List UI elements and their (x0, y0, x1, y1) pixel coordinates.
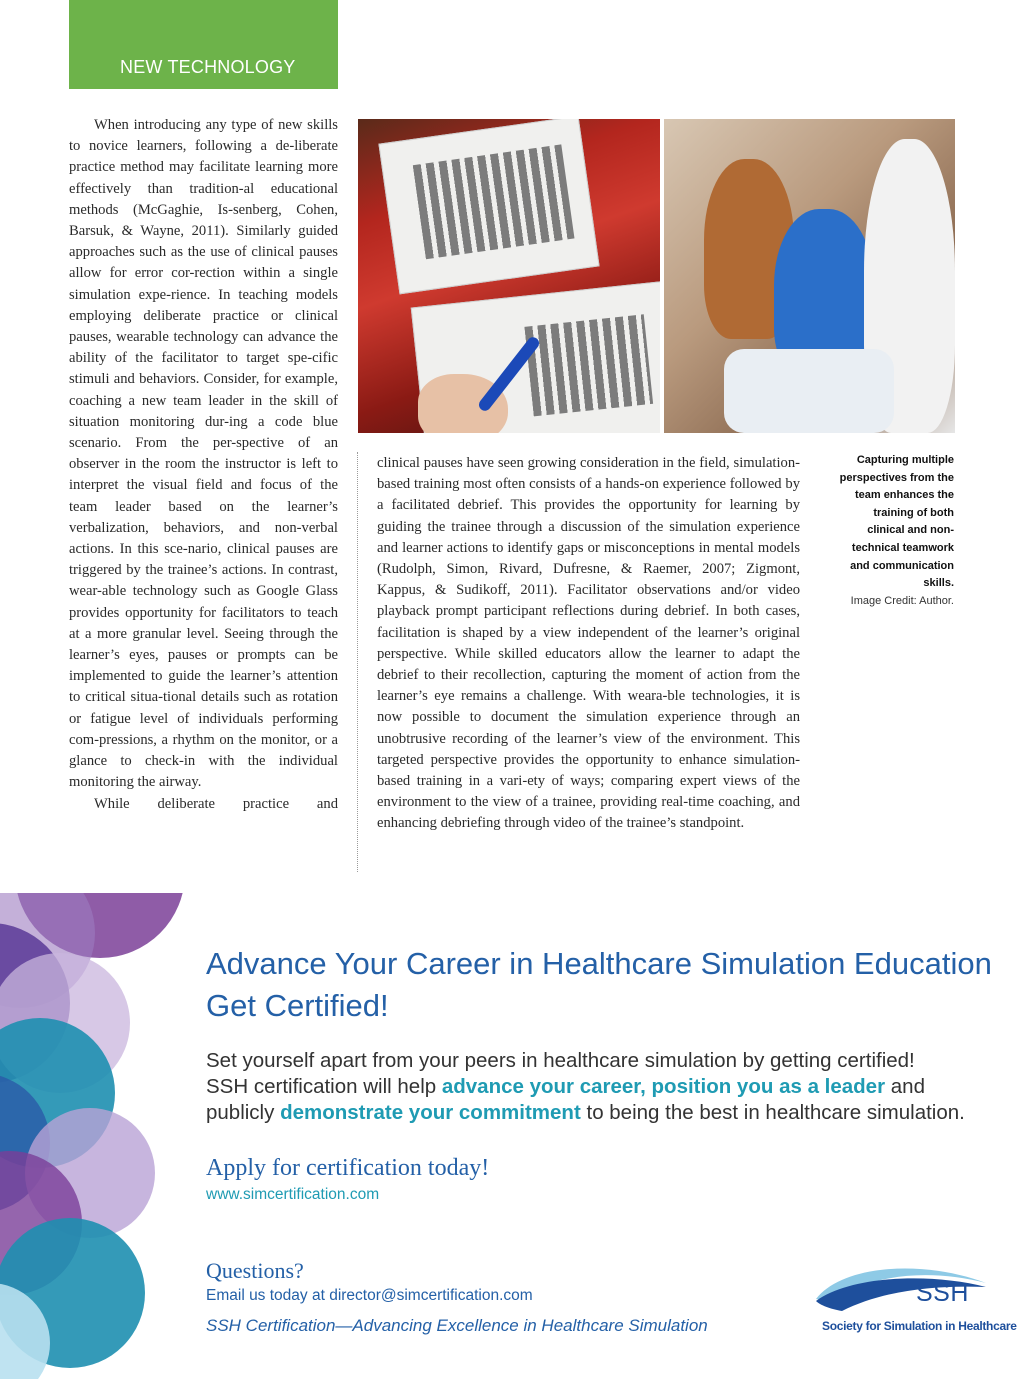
logo-abbreviation: SSH (916, 1279, 969, 1307)
ad-body-line: Set yourself apart from your peers in healthcare simulation by getting certified! (206, 1049, 915, 1072)
certification-ad (0, 893, 1024, 1379)
photo-caption (838, 452, 954, 610)
highlight-text: demonstrate your commitment (280, 1101, 581, 1124)
ad-body-line: publicly (206, 1101, 281, 1124)
caption-text: Capturing multiple perspectives from the team enhances the training of both clinical and non-technical teamwork and communication skills. (839, 454, 954, 590)
section-tag-label: NEW TECHNOLOGY (120, 57, 296, 77)
article-paragraph: clinical pauses have seen growing consideration in the field, simulation-based training most often consists of a hands-on experience followed by a facilitated debrief. This provides the opportunity for learning by guiding the trainee through a discussion of the simulation experience and learner actions to identify gaps or misconceptions in mental models (Rudolph, Simon, Rivard, Dufresne, & Raemer, 2007; Zigmont, Kappus, & Sudikoff, 2011). Facilitator observations and/or video playback prompt participant reflections during debrief. In both cases, facilitation is shaped by a view independent of the learner’s original perspective. While skilled educators allow the learner to adapt the debrief to their recollection, capturing the moment of action from the learner’s eye remains a challenge. With weara-ble technologies, it is now possible to document the simulation experience through an unobtrusive recording of the learner’s view of the environment. This targeted perspective provides the opportunity to enhance simulation-based training in a vari-ety of ways; comparing expert views of the environment to the view of a trainee, providing real-time coaching, and enhancing debriefing through video of the trainee’s standpoint. (377, 455, 800, 832)
article-paragraph: While deliberate practice and (94, 795, 338, 812)
paper-sheet (378, 119, 599, 294)
column-divider (357, 452, 358, 872)
logo-organization-name: Society for Simulation in Healthcare (822, 1319, 1017, 1333)
ad-headline (206, 943, 992, 1027)
article-column-1 (69, 115, 338, 815)
image-credit: Image Credit: Author. (850, 594, 954, 607)
ad-headline-line-2: Get Certified! (206, 988, 389, 1023)
paper-chart (413, 144, 575, 259)
photo-team (664, 119, 955, 433)
contact-email[interactable]: Email us today at director@simcertification.com (206, 1287, 533, 1304)
ad-body-line: and (885, 1075, 925, 1098)
paper-chart (524, 314, 653, 416)
section-tag (69, 0, 338, 89)
ad-body (206, 1048, 965, 1126)
photo-checklist (358, 119, 660, 433)
ad-tagline: SSH Certification—Advancing Excellence in Healthcare Simulation (206, 1316, 708, 1335)
ad-body-line: to being the best in healthcare simulation. (580, 1101, 965, 1124)
article-paragraph: When introducing any type of new skills to novice learners, following a de-liberate practice method may facilitate learning more effectively than tradition-al educational methods (McGaghie, Is-senberg, Cohen, Barsuk, & Wayne, 2011). Similarly guided approaches such as the use of clinical pauses allow for error cor-rection within a single simulation expe-rience. In teaching models employing deliberate practice or clinical pauses, wearable technology can advance the ability of the facilitator to target spe-cific stimuli and behaviors. Consider, for example, coaching a new team leader in the skill of situation monitoring dur-ing a code blue scenario. From the per-spective of an observer in the room the instructor is left to interpret the visual field and focus of the team leader based on the learner’s verbalization, behaviors, and non-verbal actions. In this sce-nario, clinical pauses are triggered by the trainee’s actions. In contrast, wear-able technology such as Google Glass provides opportunity for facilitators to teach at a more granular level. Seeing through the learner’s eyes, pauses or prompts can be implemented to guide the learner’s attention to critical situa-tional details such as rotation or fatigue level of individuals performing com-pressions, a rhythm on the monitor, or a glance to check-in with the individual monitoring the airway. (69, 117, 338, 791)
decorative-circles (0, 893, 190, 1379)
patient-manikin (724, 349, 894, 433)
article-column-2 (377, 453, 800, 835)
ad-headline-line-1: Advance Your Career in Healthcare Simulation Education (206, 946, 992, 981)
apply-heading: Apply for certification today! (206, 1155, 490, 1181)
questions-heading: Questions? (206, 1258, 304, 1283)
highlight-text: advance your career, position you as a leader (441, 1075, 886, 1098)
ad-body-line: SSH certification will help (206, 1075, 442, 1098)
certification-link[interactable]: www.simcertification.com (206, 1186, 380, 1203)
